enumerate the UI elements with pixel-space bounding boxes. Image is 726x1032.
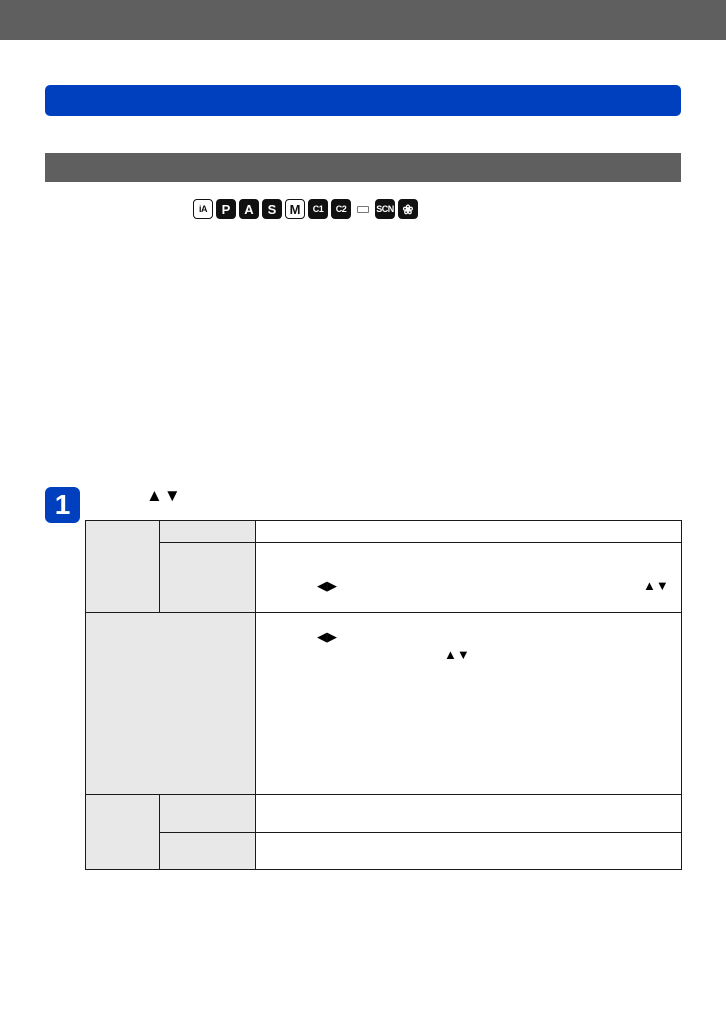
table-cell [256, 833, 682, 870]
table-cell [86, 521, 160, 613]
table-cell [86, 795, 160, 870]
up-down-arrows-icon: ▲▼ [444, 647, 470, 662]
table-row [86, 613, 682, 795]
program-mode-icon: P [216, 199, 236, 219]
table-row [86, 833, 682, 870]
up-down-arrows-icon: ▲▼ [146, 486, 182, 505]
left-right-arrows-icon: ◀▶ [317, 578, 337, 593]
section-title-bar [45, 85, 681, 116]
creative-control-mode-icon: ❀ [398, 199, 418, 219]
table-cell [160, 521, 256, 543]
intelligent-auto-mode-icon: iA [193, 199, 213, 219]
table-row [86, 521, 682, 543]
page-header-bar [0, 0, 726, 40]
settings-table [85, 520, 682, 870]
table-cell [160, 543, 256, 613]
table-cell [256, 521, 682, 543]
scene-mode-icon: SCN [375, 199, 395, 219]
step-number-badge: 1 [45, 487, 80, 523]
left-right-arrows-icon: ◀▶ [317, 629, 337, 644]
shutter-priority-mode-icon: S [262, 199, 282, 219]
table-row [86, 543, 682, 613]
manual-mode-icon: M [285, 199, 305, 219]
table-cell [160, 833, 256, 870]
panorama-mode-icon [354, 199, 372, 219]
table-cell [86, 613, 256, 795]
table-cell [160, 795, 256, 833]
aperture-priority-mode-icon: A [239, 199, 259, 219]
table-cell [256, 795, 682, 833]
subsection-title-bar [45, 153, 681, 182]
custom-1-mode-icon: C1 [308, 199, 328, 219]
recording-mode-icons [193, 199, 418, 219]
up-down-arrows-icon: ▲▼ [643, 578, 669, 593]
custom-2-mode-icon: C2 [331, 199, 351, 219]
table-row [86, 795, 682, 833]
